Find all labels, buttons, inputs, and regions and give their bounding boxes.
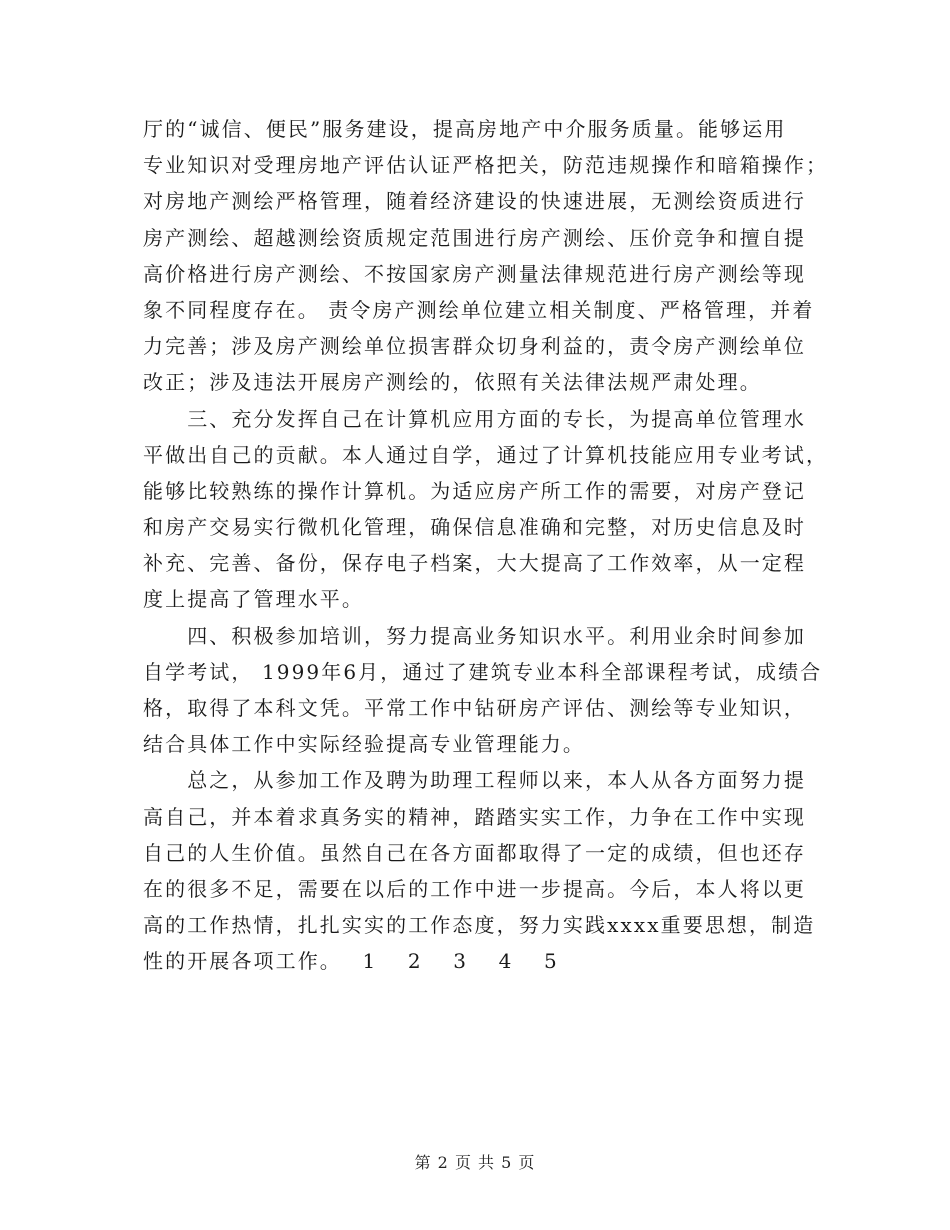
text-line: 度上提高了管理水平。: [143, 587, 364, 612]
text-line: 高的工作热情，扎扎实实的工作态度，努力实践xxxx重要思想，制造: [143, 913, 816, 938]
page-number-footer: 第 2 页 共 5 页: [414, 1153, 536, 1172]
text-line: 四、积极参加培训，努力提高业务知识水平。利用业余时间参加: [143, 623, 806, 648]
text-line: 总之，从参加工作及聘为助理工程师以来，本人从各方面努力提: [143, 768, 806, 793]
text-line: 房产测绘、超越测绘资质规定范围进行房产测绘、压价竞争和擅自提: [143, 225, 806, 250]
text-line: 能够比较熟练的操作计算机。为适应房产所工作的需要，对房产登记: [143, 478, 806, 503]
text-line: 象不同程度存在。 责令房产测绘单位建立相关制度、严格管理，并着: [143, 297, 815, 322]
text-line: 性的开展各项工作。 1 2 3 4 5: [143, 949, 559, 974]
text-line: 改正；涉及违法开展房产测绘的，依照有关法律法规严肃处理。: [143, 370, 762, 395]
text-line: 平做出自己的贡献。本人通过自学，通过了计算机技能应用专业考试，: [143, 442, 829, 467]
text-line: 厅的“诚信、便民”服务建设，提高房地产中介服务质量。能够运用: [143, 117, 787, 141]
text-line: 自己的人生价值。虽然自己在各方面都取得了一定的成绩，但也还存: [143, 840, 806, 865]
text-line: 高自己，并本着求真务实的精神，踏踏实实工作，力争在工作中实现: [143, 804, 806, 829]
text-line: 在的很多不足，需要在以后的工作中进一步提高。今后，本人将以更: [143, 876, 806, 901]
text-line: 高价格进行房产测绘、不按国家房产测量法律规范进行房产测绘等现: [143, 261, 806, 286]
text-line: 补充、完善、备份，保存电子档案，大大提高了工作效率，从一定程: [143, 551, 806, 576]
text-line: 结合具体工作中实际经验提高专业管理能力。: [143, 732, 585, 757]
text-line: 格，取得了本科文凭。平常工作中钻研房产评估、测绘等专业知识，: [143, 696, 806, 720]
body-text: [143, 111, 829, 980]
text-line: 对房地产测绘严格管理，随着经济建设的快速进展，无测绘资质进行: [143, 189, 806, 214]
text-line: 和房产交易实行微机化管理，确保信息准确和完整，对历史信息及时: [143, 515, 806, 540]
text-line: 三、充分发挥自己在计算机应用方面的专长，为提高单位管理水: [143, 406, 806, 431]
text-line: 力完善；涉及房产测绘单位损害群众切身利益的，责令房产测绘单位: [143, 334, 806, 359]
text-line: 自学考试， 1999年6月，通过了建筑专业本科全部课程考试，成绩合: [143, 659, 823, 684]
text-line: 专业知识对受理房地产评估认证严格把关，防范违规操作和暗箱操作；: [143, 153, 829, 178]
